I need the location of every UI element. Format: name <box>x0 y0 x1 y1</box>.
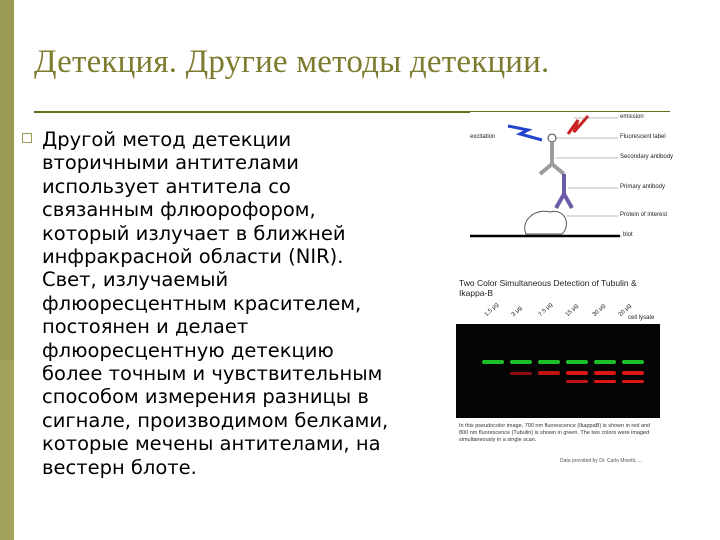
lane-label: 30 μg <box>591 303 607 318</box>
red-band <box>566 380 588 383</box>
red-band <box>622 380 644 383</box>
fluorophore-icon <box>548 134 556 142</box>
left-accent-bar-top <box>0 0 14 360</box>
primary-antibody-label: Primary antibody <box>620 184 666 190</box>
red-band <box>510 372 532 375</box>
blot-label: blot <box>623 232 633 238</box>
green-band <box>594 360 616 364</box>
red-band <box>566 371 588 375</box>
green-band <box>510 360 532 364</box>
antibody-diagram-svg <box>470 112 670 244</box>
blot-caption: In this pseudocolor image, 700 nm fluorescence (IkappaB) is shown in red and 800 nm fluorescence (Tubulin) is shown in green. The two colors were imaged simultaneously in a single scan. <box>459 423 651 443</box>
red-band <box>622 371 644 375</box>
antibody-diagram <box>470 112 674 244</box>
body-paragraph: Другой метод детекции вторичными антителами использует антитела со связанным флюорофором, который излучает в ближней инфракрасной области (NIR). Свет, излучаемый флюоресцентным красителем, постоянен и делает флюоресцентную детекцию более точным и чувствительным способом измерения разницы в сигнале, производимом белками, которые мечены антителами, на вестерн блоте. <box>42 128 389 479</box>
protein-blob-icon <box>525 211 567 234</box>
slide-title: Детекция. Другие методы детекции. <box>34 44 550 80</box>
excitation-bolt-icon <box>508 126 542 140</box>
red-band <box>538 371 560 375</box>
green-band <box>622 360 644 364</box>
blot-credit: Data provided by Dr. Carlo Minetti, ... <box>560 458 642 464</box>
excitation-label: excitation <box>470 134 496 140</box>
emission-label: emission <box>620 114 644 120</box>
blot-figure-title: Two Color Simultaneous Detection of Tubulin & Ikappa-B <box>459 278 637 298</box>
lane-label: 1.5 μg <box>483 301 500 318</box>
bullet-square-icon <box>22 133 32 143</box>
green-band <box>566 360 588 364</box>
lane-label: 20 μg <box>617 303 633 318</box>
cell-lysate-label: cell lysate <box>628 315 655 321</box>
green-band <box>482 360 504 364</box>
lane-label: 15 μg <box>564 303 580 318</box>
emission-bolt-icon <box>568 116 588 134</box>
red-band <box>594 380 616 383</box>
red-band <box>594 371 616 375</box>
western-blot-image <box>456 324 660 418</box>
secondary-antibody-label: Secondary antibody <box>620 154 674 160</box>
green-band <box>538 360 560 364</box>
fluorescent-label-label: Fluorescent label <box>620 134 666 140</box>
lane-label: 7.5 μg <box>537 301 554 318</box>
protein-label: Protein of interest <box>620 212 668 218</box>
lane-label: 3 μg <box>510 305 524 318</box>
